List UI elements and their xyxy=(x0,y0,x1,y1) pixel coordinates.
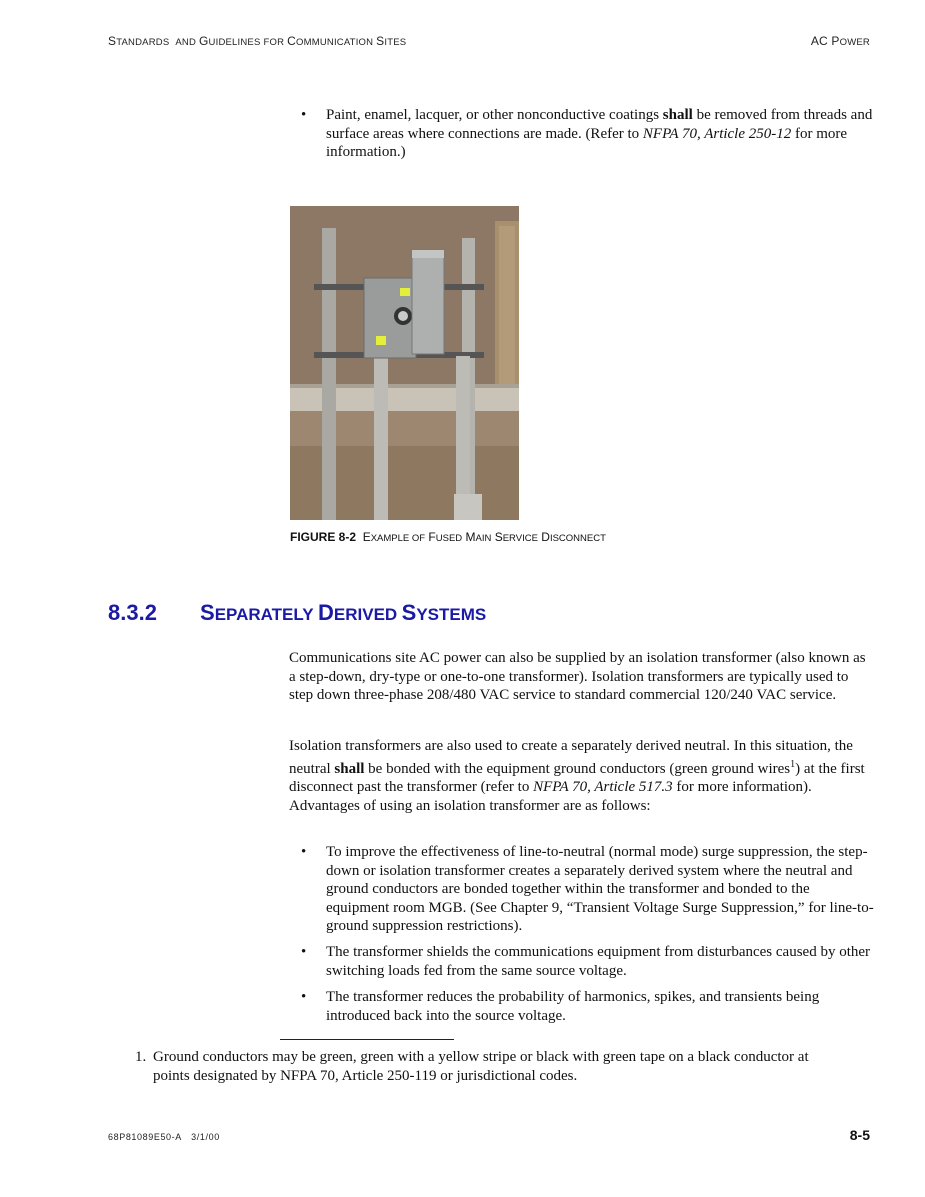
footer-doc-id: 68P81089E50-A 3/1/00 xyxy=(108,1132,220,1142)
bullet-icon: • xyxy=(301,844,307,860)
figure-photo xyxy=(290,206,519,520)
list-item: • The transformer reduces the probability of harmonics, spikes, and transients being introduced back into the source voltage. xyxy=(301,989,820,1024)
footnote-divider xyxy=(280,1039,454,1040)
paragraph: Isolation transformers are also used to create a separately derived neutral. In this situation, the neutral shall be bonded with the equipment ground conductors (green ground wires$^1$) at the first disconnect past the transformer (refer to NFPA 70, Article 517.3 for more information). Advantages of using an isolation transformer are as follows: xyxy=(289,738,865,814)
list-item: • The transformer shields the communications equipment from disturbances caused by other switching loads fed from the same source voltage. xyxy=(301,944,871,979)
footnote-marker: 1. xyxy=(135,1049,147,1065)
running-header-left: STANDARDS AND GUIDELINES FOR COMMUNICATION SITES xyxy=(108,34,407,48)
running-header-right: AC POWER xyxy=(810,34,870,48)
page-number: 8-5 xyxy=(849,1127,870,1143)
footnote: 1. Ground conductors may be green, green with a yellow stripe or black with green tape on a black conductor at points designated by NFPA 70, Article 250-119 or jurisdictional codes. xyxy=(135,1049,809,1084)
bullet-icon: • xyxy=(301,944,307,960)
bullet-icon: • xyxy=(301,989,307,1005)
section-number: 8.3.2 xyxy=(108,600,157,625)
figure-caption: FIGURE 8-2 EXAMPLE OF FUSED MAIN SERVICE DISCONNECT xyxy=(290,530,606,544)
list-item: • Paint, enamel, lacquer, or other nonconductive coatings shall be removed from threads and surface areas where connections are made. (Refer to NFPA 70, Article 250-12 for more information.) xyxy=(301,107,873,160)
bullet-icon: • xyxy=(301,107,307,123)
list-item: • To improve the effectiveness of line-to-neutral (normal mode) surge suppression, the step-down or isolation transformer creates a separately derived system where the neutral and ground conductors are bonded together within the transformer and bonded to the equipment room MGB. (See Chapter 9, “Transient Voltage Surge Suppression,” for line-to-ground suppression restrictions). xyxy=(301,844,874,934)
figure-label: FIGURE 8-2 xyxy=(290,530,357,544)
section-title: SEPARATELY DERIVED SYSTEMS xyxy=(200,600,487,625)
paragraph: Communications site AC power can also be supplied by an isolation transformer (also known as a step-down, dry-type or one-to-one transformer). Isolation transformers are typically used to step down three-phase 208/480 VAC service to standard commercial 120/240 VAC service. xyxy=(289,650,866,703)
footnote-ref: 1 xyxy=(790,758,796,770)
